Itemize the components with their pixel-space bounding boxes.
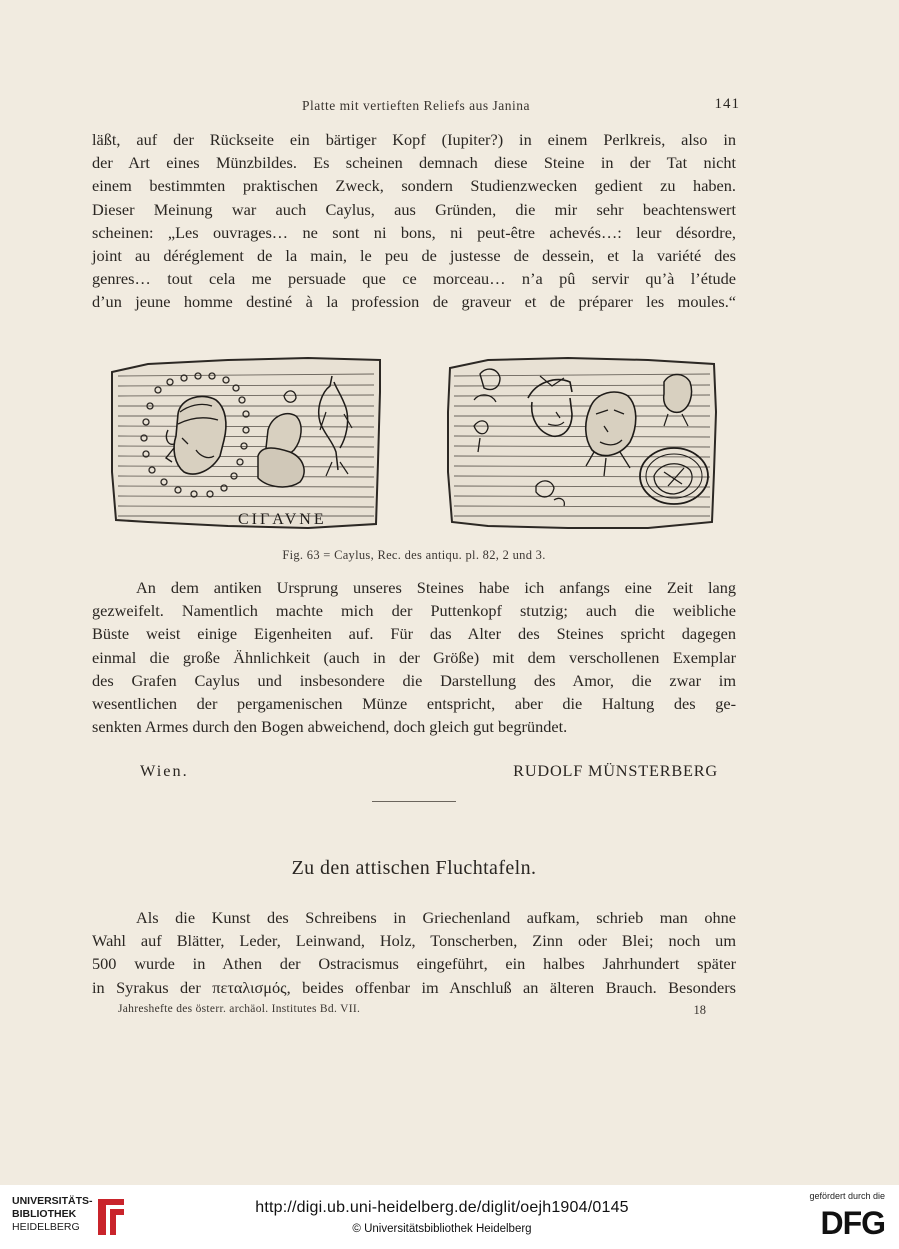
paragraph-caylus-quote xyxy=(92,128,736,314)
figure-illustration xyxy=(108,352,720,538)
dfg-logo[interactable] xyxy=(795,1191,885,1243)
text-line: Dieser Meinung war auch Caylus, aus Gründen, die mir sehr beachtenswert xyxy=(92,199,736,219)
text-line: einem bestimmten praktischen Zweck, sondern Studienzwecken gedient zu haben. xyxy=(92,176,736,196)
funder-mark: DFG xyxy=(820,1205,885,1241)
text-line: senkten Armes durch den Bogen abweichend, doch gleich gut begründet. xyxy=(92,717,568,737)
left-stone-plate xyxy=(112,358,380,528)
permalink-url[interactable]: http://digi.ub.uni-heidelberg.de/diglit/oejh1904/0145 xyxy=(255,1199,629,1216)
library-emblem-icon xyxy=(94,1195,128,1239)
paragraph-antique-origin xyxy=(92,576,736,738)
copyright-notice: © Universitätsbibliothek Heidelberg xyxy=(352,1223,532,1235)
text-line: Als die Kunst des Schreibens in Griechenland aufkam, schrieb man ohne xyxy=(136,908,736,927)
page-number: 141 xyxy=(714,96,740,112)
signature-author: RUDOLF MÜNSTERBERG xyxy=(513,761,718,780)
library-logo[interactable] xyxy=(12,1195,152,1241)
text-line: einmal die große Ähnlichkeit (auch in der Größe) mit dem verschollenen Exemplar xyxy=(92,647,736,667)
funder-label: gefördert durch die xyxy=(809,1191,885,1201)
viewer-footer-bar xyxy=(0,1185,899,1249)
text-line: des Grafen Caylus und insbesondere die Darstellung des Amor, die zwar im xyxy=(92,670,736,690)
section-heading: Zu den attischen Fluchtafeln. xyxy=(291,857,537,879)
library-name-line2: BIBLIOTHEK xyxy=(12,1208,77,1220)
right-stone-plate xyxy=(448,358,716,528)
paragraph-writing-history xyxy=(92,906,736,999)
text-line: 500 wurde in Athen der Ostracismus eingeführt, ein halbes Jahrhundert später xyxy=(92,954,736,974)
figure-caption: Fig. 63 = Caylus, Rec. des antiqu. pl. 82, 2 und 3. xyxy=(282,548,546,562)
text-line: genres… tout cela me persuade que ce morceau… n’a pû servir qu’à l’étude xyxy=(92,269,736,289)
text-line: in Syrakus der πεταλισμός, beides offenbar im Anschluß an älteren Brauch. Besonders xyxy=(92,977,736,997)
text-line: der Art eines Münzbildes. Es scheinen demnach diese Steine in der Tat nicht xyxy=(92,153,736,173)
page-footer xyxy=(118,1003,706,1021)
footer-journal: Jahreshefte des österr. archäol. Institutes Bd. VII. xyxy=(118,1003,361,1015)
section-divider xyxy=(372,801,456,802)
library-name-line1: UNIVERSITÄTS- xyxy=(12,1195,93,1207)
text-line: scheinen: „Les ouvrages… ne sont ni bons, ni peut-être achevés…: leur désordre, xyxy=(92,222,736,242)
text-line: An dem antiken Ursprung unseres Steines habe ich anfangs eine Zeit lang xyxy=(136,578,736,597)
text-line: wesentlichen der pergamenischen Münze entspricht, aber die Haltung des ge- xyxy=(92,694,736,714)
left-stone-inscription: CIΓAVNE xyxy=(238,511,327,528)
running-title: Platte mit vertieften Reliefs aus Janina xyxy=(301,98,531,113)
running-head xyxy=(92,98,740,120)
text-line: läßt, auf der Rückseite ein bärtiger Kopf (Iupiter?) in einem Perlkreis, also in xyxy=(92,130,736,149)
figure-63-engravings xyxy=(108,352,720,538)
footer-signature-mark: 18 xyxy=(693,1003,706,1017)
signature-place: Wien. xyxy=(140,761,189,780)
text-line: joint au déréglement de la main, le peu de justesse de dessein, et la variété des xyxy=(92,246,736,266)
text-line: gezweifelt. Namentlich machte mich der Puttenkopf stutzig; auch die weibliche xyxy=(92,601,736,621)
text-line: Büste weist einige Eigenheiten auf. Für das Alter des Steines spricht dagegen xyxy=(92,624,736,644)
text-line: Wahl auf Blätter, Leder, Leinwand, Holz, Tonscherben, Zinn oder Blei; noch um xyxy=(92,931,736,951)
author-signature xyxy=(140,761,718,785)
library-name-line3: HEIDELBERG xyxy=(12,1221,80,1233)
text-line: d’un jeune homme destiné à la profession de graveur et de préparer les moules.“ xyxy=(92,292,736,312)
